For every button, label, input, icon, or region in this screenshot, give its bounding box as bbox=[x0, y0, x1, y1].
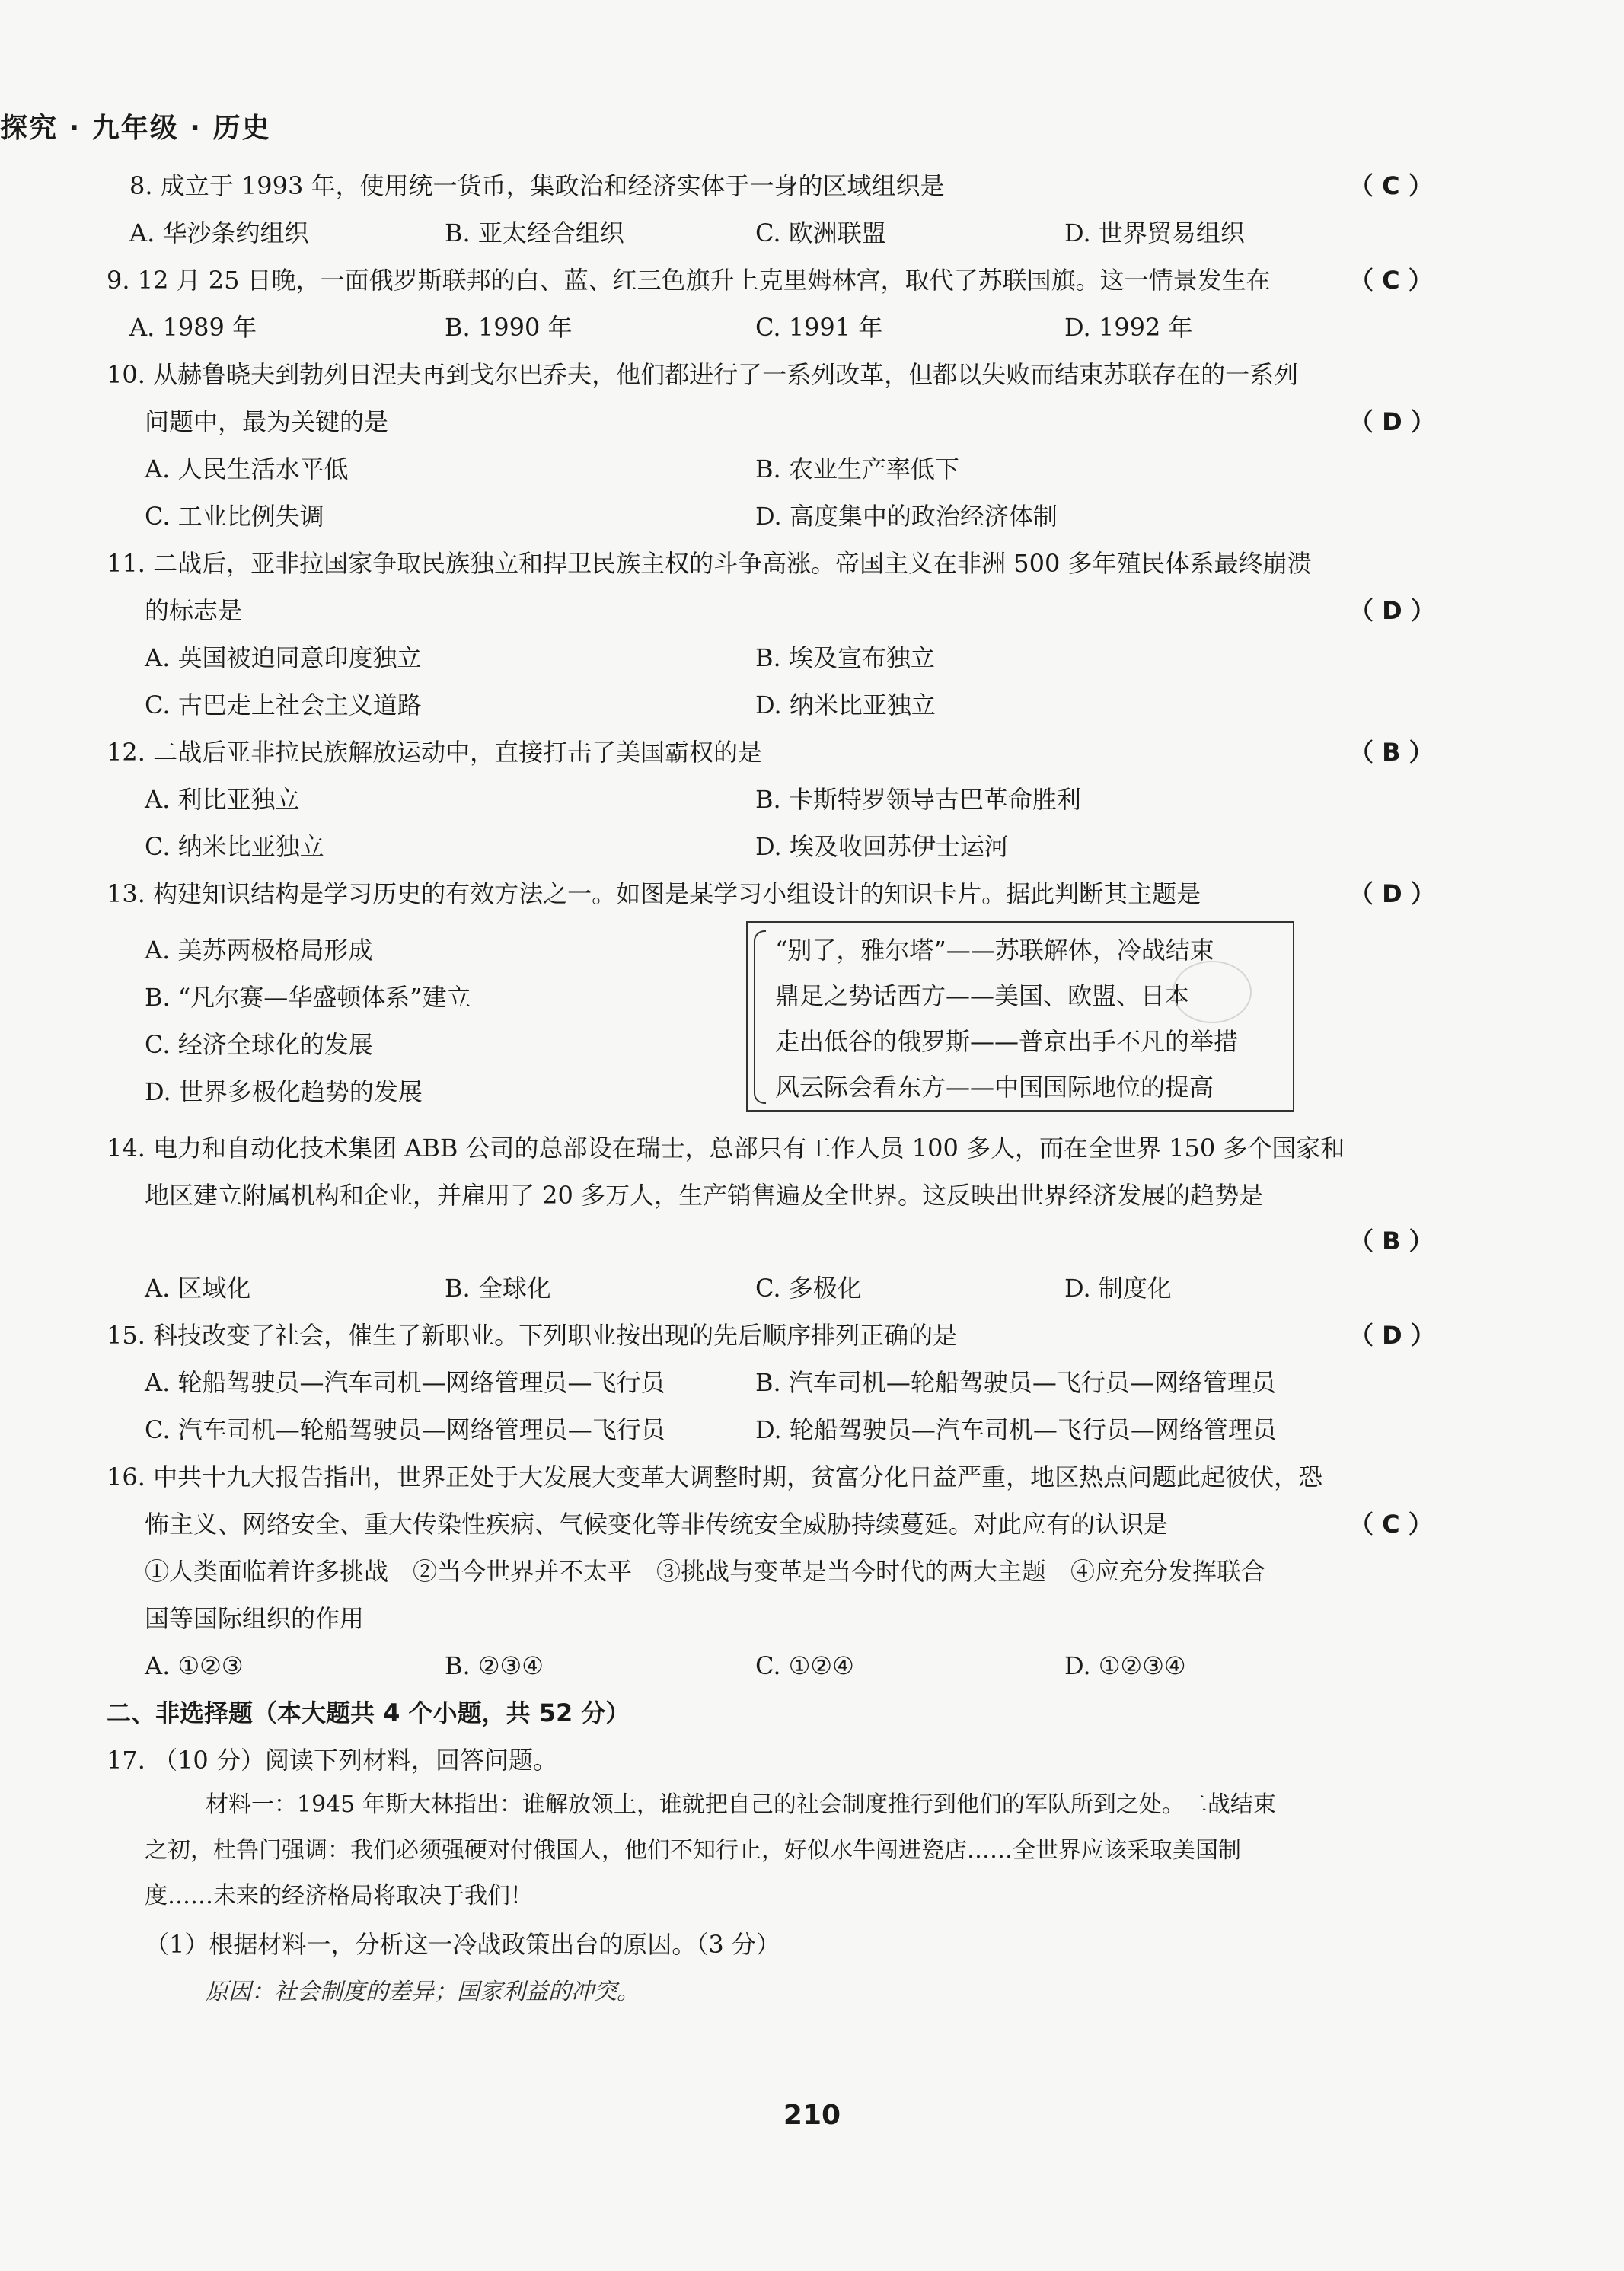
option: B. 1990 年 bbox=[445, 313, 573, 342]
question-9-stem: 9. 12 月 25 日晚，一面俄罗斯联邦的白、蓝、红三色旗升上克里姆林宫，取代了苏联国旗。这一情景发生在 bbox=[107, 266, 1271, 295]
question-10-stem: 10. 从赫鲁晓夫到勃列日涅夫再到戈尔巴乔夫，他们都进行了一系列改革，但都以失败而结束苏联存在的一系列 bbox=[107, 360, 1299, 389]
question-8-answer: （ C ） bbox=[1349, 171, 1433, 200]
card-line: 风云际会看东方——中国国际地位的提高 bbox=[775, 1073, 1214, 1102]
question-8-stem: 8. 成立于 1993 年，使用统一货币，集政治和经济实体于一身的区域组织是 bbox=[129, 171, 945, 200]
option: B. “凡尔赛—华盛顿体系”建立 bbox=[145, 983, 471, 1012]
option: C. ①②④ bbox=[755, 1651, 854, 1680]
statement-items: ①人类面临着许多挑战 ②当今世界并不太平 ③挑战与变革是当今时代的两大主题 ④应充分发挥联合 bbox=[145, 1557, 1266, 1586]
card-line: “别了，雅尔塔”——苏联解体，冷战结束 bbox=[775, 936, 1214, 965]
option: A. 英国被迫同意印度独立 bbox=[145, 643, 422, 672]
page-number: 210 bbox=[783, 2100, 841, 2131]
question-11-stem: 11. 二战后，亚非拉国家争取民族独立和捍卫民族主权的斗争高涨。帝国主义在非洲 500 多年殖民体系最终崩溃 bbox=[107, 549, 1312, 578]
option: B. ②③④ bbox=[445, 1651, 544, 1680]
option: D. 世界贸易组织 bbox=[1064, 218, 1245, 247]
card-line: 走出低谷的俄罗斯——普京出手不凡的举措 bbox=[775, 1027, 1239, 1056]
sub-question-1: （1）根据材料一，分析这一冷战政策出台的原因。（3 分） bbox=[145, 1930, 780, 1959]
option: B. 亚太经合组织 bbox=[445, 218, 624, 247]
option: A. 美苏两极格局形成 bbox=[145, 936, 373, 965]
statement-items-cont: 国等国际组织的作用 bbox=[145, 1604, 365, 1633]
question-16-stem-cont: 怖主义、网络安全、重大传染性疾病、气候变化等非传统安全威胁持续蔓延。对此应有的认识是 bbox=[145, 1510, 1169, 1539]
option: C. 1991 年 bbox=[755, 313, 883, 342]
option: D. 轮船驾驶员—汽车司机—飞行员—网络管理员 bbox=[755, 1415, 1277, 1444]
question-13-answer: （ D ） bbox=[1349, 879, 1435, 908]
option: D. 制度化 bbox=[1064, 1274, 1172, 1303]
option: B. 全球化 bbox=[445, 1274, 551, 1303]
question-17-stem: 17. （10 分）阅读下列材料，回答问题。 bbox=[107, 1746, 557, 1775]
option: C. 欧洲联盟 bbox=[755, 218, 886, 247]
option: A. 利比亚独立 bbox=[145, 785, 300, 814]
option: A. 人民生活水平低 bbox=[145, 455, 349, 483]
option: A. 轮船驾驶员—汽车司机—网络管理员—飞行员 bbox=[145, 1368, 665, 1397]
material-one-cont: 度……未来的经济格局将取决于我们！ bbox=[145, 1883, 533, 1909]
option: C. 纳米比亚独立 bbox=[145, 832, 324, 861]
page-header: 探究 · 九年级 · 历史 bbox=[0, 113, 271, 144]
handwritten-answer: 原因：社会制度的差异；国家利益的冲突。 bbox=[206, 1979, 640, 2005]
option: D. 埃及收回苏伊士运河 bbox=[755, 832, 1009, 861]
option: A. ①②③ bbox=[145, 1651, 244, 1680]
watermark-stamp bbox=[1173, 961, 1252, 1023]
question-12-stem: 12. 二战后亚非拉民族解放运动中，直接打击了美国霸权的是 bbox=[107, 738, 763, 767]
option: B. 农业生产率低下 bbox=[755, 455, 959, 483]
option: A. 华沙条约组织 bbox=[129, 218, 309, 247]
card-brace bbox=[754, 930, 766, 1104]
question-15-stem: 15. 科技改变了社会，催生了新职业。下列职业按出现的先后顺序排列正确的是 bbox=[107, 1321, 958, 1350]
option: B. 卡斯特罗领导古巴革命胜利 bbox=[755, 785, 1081, 814]
question-11-answer: （ D ） bbox=[1349, 596, 1435, 625]
section-title: 二、非选择题（本大题共 4 个小题，共 52 分） bbox=[107, 1698, 630, 1727]
option: B. 埃及宣布独立 bbox=[755, 643, 935, 672]
material-one: 材料一：1945 年斯大林指出：谁解放领土，谁就把自己的社会制度推行到他们的军队所到之处。二战结束 bbox=[206, 1791, 1276, 1818]
option: C. 汽车司机—轮船驾驶员—网络管理员—飞行员 bbox=[145, 1415, 665, 1444]
option: C. 经济全球化的发展 bbox=[145, 1030, 373, 1059]
option: D. 纳米比亚独立 bbox=[755, 691, 936, 719]
question-14-answer: （ B ） bbox=[1349, 1226, 1434, 1255]
option: D. 1992 年 bbox=[1064, 313, 1193, 342]
question-15-answer: （ D ） bbox=[1349, 1321, 1435, 1350]
option: B. 汽车司机—轮船驾驶员—飞行员—网络管理员 bbox=[755, 1368, 1276, 1397]
question-14-stem: 14. 电力和自动化技术集团 ABB 公司的总部设在瑞士，总部只有工作人员 100 多人，而在全世界 150 多个国家和 bbox=[107, 1134, 1345, 1163]
question-10-stem-cont: 问题中，最为关键的是 bbox=[145, 407, 389, 436]
card-line: 鼎足之势话西方——美国、欧盟、日本 bbox=[775, 981, 1190, 1010]
option: C. 工业比例失调 bbox=[145, 502, 324, 531]
question-13-stem: 13. 构建知识结构是学习历史的有效方法之一。如图是某学习小组设计的知识卡片。据此判断其主题是 bbox=[107, 879, 1201, 908]
question-9-answer: （ C ） bbox=[1349, 266, 1433, 295]
material-one-cont: 之初，杜鲁门强调：我们必须强硬对付俄国人，他们不知行止，好似水牛闯进瓷店……全世界应该采取美国制 bbox=[145, 1837, 1241, 1864]
option: D. 高度集中的政治经济体制 bbox=[755, 502, 1058, 531]
option: A. 区域化 bbox=[145, 1274, 251, 1303]
question-12-answer: （ B ） bbox=[1349, 738, 1434, 767]
option: D. 世界多极化趋势的发展 bbox=[145, 1077, 423, 1106]
option: C. 多极化 bbox=[755, 1274, 862, 1303]
option: C. 古巴走上社会主义道路 bbox=[145, 691, 422, 719]
option: D. ①②③④ bbox=[1064, 1651, 1186, 1680]
question-14-stem-cont: 地区建立附属机构和企业，并雇用了 20 多万人，生产销售遍及全世界。这反映出世界经济发展的趋势是 bbox=[145, 1181, 1264, 1210]
question-16-stem: 16. 中共十九大报告指出，世界正处于大发展大变革大调整时期，贫富分化日益严重，地区热点问题此起彼伏，恐 bbox=[107, 1462, 1323, 1491]
question-11-stem-cont: 的标志是 bbox=[145, 596, 243, 625]
question-16-answer: （ C ） bbox=[1349, 1510, 1433, 1539]
option: A. 1989 年 bbox=[129, 313, 257, 342]
question-10-answer: （ D ） bbox=[1349, 407, 1435, 436]
